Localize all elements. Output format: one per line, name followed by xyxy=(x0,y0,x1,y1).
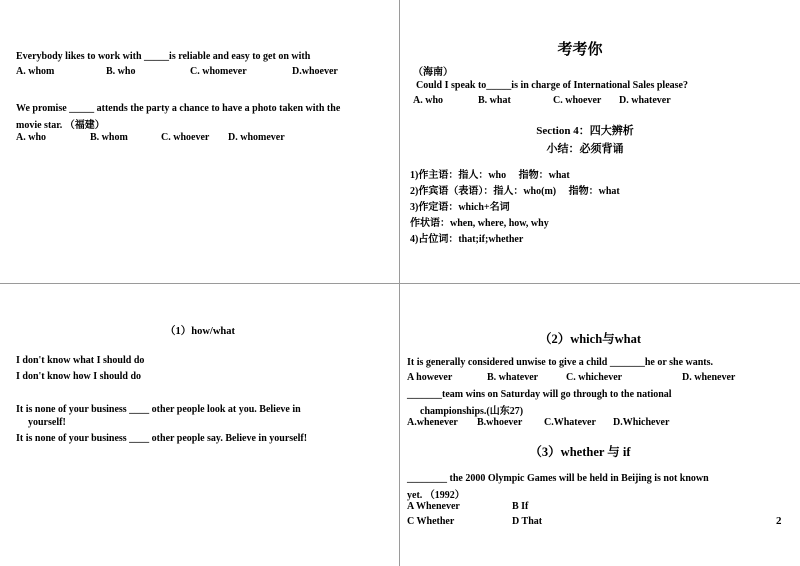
q2-option-a: A. who xyxy=(16,132,47,143)
whether-if-heading: （3）whether 与 if xyxy=(529,445,631,459)
q6-option-b: B.whoever xyxy=(477,417,523,428)
q-source: （海南） xyxy=(413,67,453,78)
summary-point-5: 4)占位词：that;if;whether xyxy=(410,234,524,245)
q2-option-c: C. whoever xyxy=(161,132,210,143)
q3-stem-line1: It is none of your business ____ other people look at you. Believe in xyxy=(16,404,301,415)
q6-option-c: C.Whatever xyxy=(544,417,596,428)
example-line-2: I don't know how I should do xyxy=(16,371,142,382)
q7-option-d: D That xyxy=(512,516,543,527)
page-number: 2 xyxy=(776,515,782,527)
q1-option-d: D.whoever xyxy=(292,66,338,77)
q2-stem-line2: movie star. （福建） xyxy=(16,120,105,131)
q6-stem-line1: _______team wins on Saturday will go through to the national xyxy=(407,389,672,400)
summary-point-4: 作状语：when, where, how, why xyxy=(410,218,549,229)
q7-option-c: C Whether xyxy=(407,516,455,527)
q2-stem-line1: We promise _____ attends the party a chance to have a photo taken with the xyxy=(16,103,341,114)
q5-option-b: B. whatever xyxy=(487,372,539,383)
summary-point-3: 3)作定语：which+名词 xyxy=(410,202,510,213)
q5-option-d: D. whenever xyxy=(682,372,736,383)
q6-option-a: A.whenever xyxy=(407,417,458,428)
q7-option-a: A Whenever xyxy=(407,501,460,512)
q5-option-c: C. whichever xyxy=(566,372,623,383)
q1-stem: Everybody likes to work with _____is reliable and easy to get on with xyxy=(16,51,311,62)
which-what-heading: （2）which与what xyxy=(538,332,642,346)
example-line-1: I don't know what I should do xyxy=(16,355,145,366)
q-option-d: D. whatever xyxy=(619,95,671,106)
q7-stem-line1: ________ the 2000 Olympic Games will be held in Beijing is not known xyxy=(407,473,709,484)
how-what-heading: （1）how/what xyxy=(164,326,235,337)
q7-option-b: B If xyxy=(512,501,529,512)
horizontal-divider xyxy=(0,283,800,284)
summary-heading: 小结：必须背诵 xyxy=(546,143,624,155)
q-option-b: B. what xyxy=(478,95,511,106)
q-stem: Could I speak to_____is in charge of International Sales please? xyxy=(416,80,688,91)
q3-stem-line2: yourself! xyxy=(28,417,66,428)
section-heading: Section 4：四大辨析 xyxy=(536,125,634,137)
q-option-c: C. whoever xyxy=(553,95,602,106)
q1-option-a: A. whom xyxy=(16,66,55,77)
q5-option-a: A however xyxy=(407,372,453,383)
q1-option-b: B. who xyxy=(106,66,136,77)
q2-option-b: B. whom xyxy=(90,132,128,143)
quiz-title: 考考你 xyxy=(557,42,603,58)
q7-stem-line2: yet. （1992） xyxy=(407,490,465,501)
summary-point-2: 2)作宾语（表语）：指人：who(m) 指物：what xyxy=(410,186,620,197)
summary-point-1: 1)作主语：指人：who 指物：what xyxy=(410,170,570,181)
q-option-a: A. who xyxy=(413,95,444,106)
q2-option-d: D. whomever xyxy=(228,132,285,143)
q6-stem-line2: championships.(山东27) xyxy=(420,406,524,417)
q1-option-c: C. whomever xyxy=(190,66,247,77)
q5-stem: It is generally considered unwise to give a child _______he or she wants. xyxy=(407,357,714,368)
q6-option-d: D.Whichever xyxy=(613,417,670,428)
q4-stem: It is none of your business ____ other people say. Believe in yourself! xyxy=(16,433,308,444)
